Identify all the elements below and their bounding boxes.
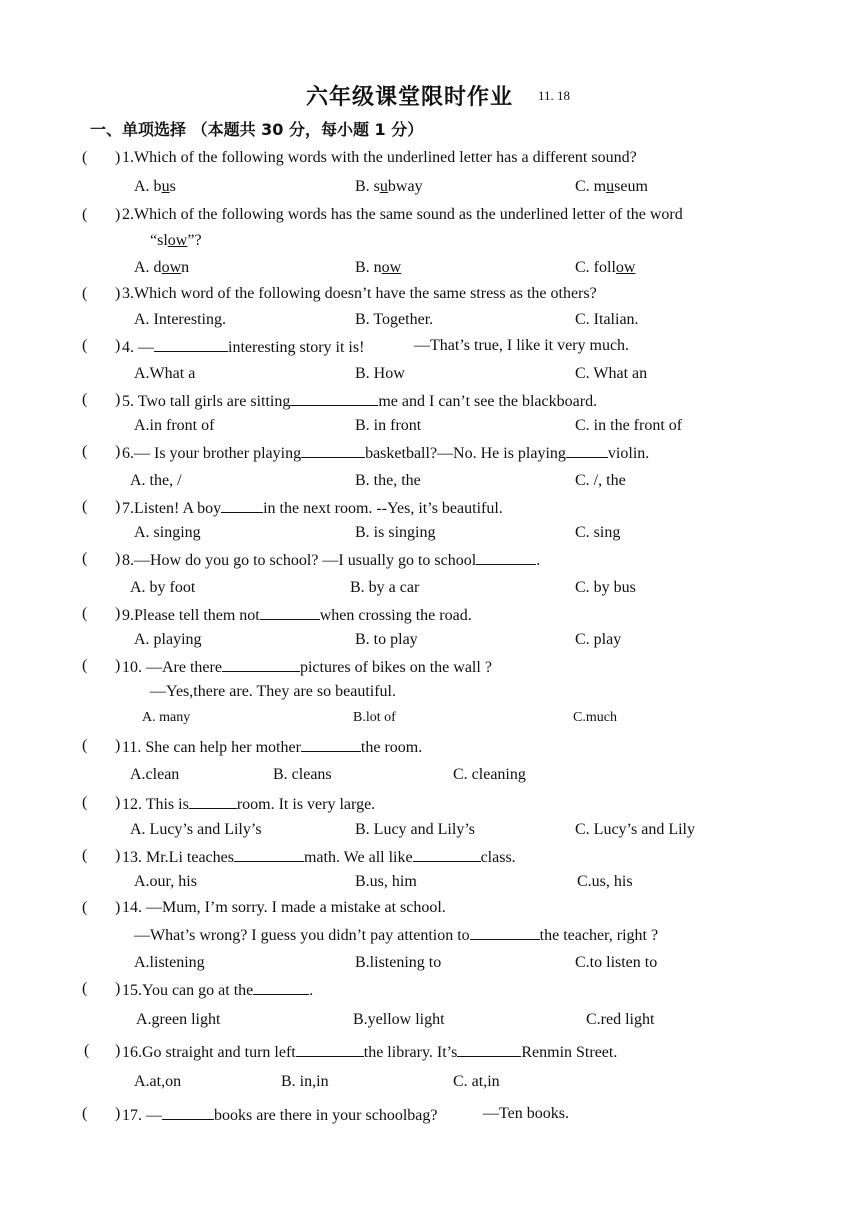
answer-paren-open: ( xyxy=(82,285,88,302)
question-4-reply: —That’s true, I like it very much. xyxy=(414,337,630,354)
answer-paren-close: ) xyxy=(115,980,121,997)
q6-option-a: A. the, / xyxy=(130,472,182,489)
question-2: 2.Which of the following words has the same sound as the underlined letter of the word xyxy=(122,206,683,223)
answer-paren-close: ) xyxy=(115,391,121,408)
q3-option-b: B. Together. xyxy=(355,311,434,328)
answer-paren-open: ( xyxy=(82,737,88,754)
question-5: 5. Two tall girls are sitting me and I can’t see the blackboard. xyxy=(122,393,598,410)
answer-paren-close: ) xyxy=(115,1042,121,1059)
answer-blank xyxy=(154,337,228,352)
question-3: 3.Which word of the following doesn’t have the same stress as the others? xyxy=(122,285,597,302)
question-14-reply: —What’s wrong? I guess you didn’t pay attention to the teacher, right ? xyxy=(134,927,659,944)
q10-option-a: A. many xyxy=(142,710,191,725)
page-date: 11. 18 xyxy=(538,88,571,103)
q4-option-c: C. What an xyxy=(575,365,648,382)
q15-option-a: A.green light xyxy=(136,1011,221,1028)
answer-paren-close: ) xyxy=(115,899,121,916)
answer-paren-open: ( xyxy=(82,605,88,622)
answer-blank xyxy=(470,925,540,940)
q1-option-c: C. museum xyxy=(575,178,648,195)
q1-option-a: A. bus xyxy=(134,178,176,195)
answer-blank xyxy=(301,737,361,752)
q6-option-b: B. the, the xyxy=(355,472,421,489)
question-7: 7.Listen! A boy in the next room. --Yes, it’s beautiful. xyxy=(122,500,503,517)
question-1: 1.Which of the following words with the underlined letter has a different sound? xyxy=(122,149,637,166)
answer-paren-close: ) xyxy=(115,498,121,515)
question-13: 13. Mr.Li teaches math. We all like class. xyxy=(122,849,516,866)
q5-option-b: B. in front xyxy=(355,417,422,434)
answer-paren-close: ) xyxy=(115,605,121,622)
q3-option-a: A. Interesting. xyxy=(134,311,226,328)
answer-paren-open: ( xyxy=(82,443,88,460)
q13-option-a: A.our, his xyxy=(134,873,197,890)
q5-option-a: A.in front of xyxy=(134,417,215,434)
answer-paren-open: ( xyxy=(82,206,88,223)
answer-paren-open: ( xyxy=(82,149,88,166)
q2-option-c: C. follow xyxy=(575,259,636,276)
answer-paren-open: ( xyxy=(82,657,88,674)
q12-option-a: A. Lucy’s and Lily’s xyxy=(130,821,262,838)
q6-option-c: C. /, the xyxy=(575,472,626,489)
answer-paren-open: ( xyxy=(82,391,88,408)
q16-option-b: B. in,in xyxy=(281,1073,329,1090)
question-17-reply: —Ten books. xyxy=(483,1105,569,1122)
answer-blank xyxy=(301,443,365,458)
question-17: 17. — books are there in your schoolbag? xyxy=(122,1107,438,1124)
q5-option-c: C. in the front of xyxy=(575,417,683,434)
q14-option-b: B.listening to xyxy=(355,954,442,971)
page-title: 六年级课堂限时作业 xyxy=(306,85,514,110)
answer-paren-close: ) xyxy=(115,206,121,223)
question-10: 10. —Are there pictures of bikes on the wall ? xyxy=(122,659,492,676)
answer-blank xyxy=(566,443,608,458)
question-6: 6.— Is your brother playing basketball?—No. He is playing violin. xyxy=(122,445,650,462)
answer-paren-open: ( xyxy=(82,498,88,515)
q16-option-c: C. at,in xyxy=(453,1073,500,1090)
q1-option-b: B. subway xyxy=(355,178,423,195)
q11-option-a: A.clean xyxy=(130,766,180,783)
q14-option-a: A.listening xyxy=(134,954,205,971)
q7-option-c: C. sing xyxy=(575,524,621,541)
answer-blank xyxy=(253,980,309,995)
answer-blank xyxy=(476,550,536,565)
q14-option-c: C.to listen to xyxy=(575,954,658,971)
q9-option-c: C. play xyxy=(575,631,622,648)
answer-paren-open: ( xyxy=(82,794,88,811)
answer-blank xyxy=(162,1105,214,1120)
q11-option-c: C. cleaning xyxy=(453,766,526,783)
q2-option-b: B. now xyxy=(355,259,402,276)
q12-option-c: C. Lucy’s and Lily xyxy=(575,821,695,838)
answer-blank xyxy=(413,847,481,862)
answer-paren-open: ( xyxy=(82,550,88,567)
q8-option-a: A. by foot xyxy=(130,579,196,596)
answer-paren-close: ) xyxy=(115,794,121,811)
answer-paren-close: ) xyxy=(115,285,121,302)
question-14: 14. —Mum, I’m sorry. I made a mistake at school. xyxy=(122,899,446,916)
q11-option-b: B. cleans xyxy=(273,766,332,783)
answer-paren-close: ) xyxy=(115,847,121,864)
answer-blank xyxy=(457,1042,521,1057)
answer-paren-close: ) xyxy=(115,737,121,754)
question-9: 9.Please tell them not when crossing the road. xyxy=(122,607,472,624)
q9-option-b: B. to play xyxy=(355,631,418,648)
answer-paren-close: ) xyxy=(115,657,121,674)
answer-paren-close: ) xyxy=(115,1105,121,1122)
q10-option-c: C.much xyxy=(573,710,617,725)
question-10-reply: —Yes,there are. They are so beautiful. xyxy=(150,683,396,700)
q2-option-a: A. down xyxy=(134,259,190,276)
q3-option-c: C. Italian. xyxy=(575,311,639,328)
q7-option-a: A. singing xyxy=(134,524,201,541)
answer-blank xyxy=(222,657,300,672)
q9-option-a: A. playing xyxy=(134,631,202,648)
answer-blank xyxy=(234,847,304,862)
answer-blank xyxy=(189,794,237,809)
answer-paren-open: ( xyxy=(82,847,88,864)
answer-paren-open: ( xyxy=(82,1105,88,1122)
answer-paren-open: ( xyxy=(82,337,88,354)
q12-option-b: B. Lucy and Lily’s xyxy=(355,821,475,838)
q13-option-b: B.us, him xyxy=(355,873,417,890)
q15-option-b: B.yellow light xyxy=(353,1011,445,1028)
q13-option-c: C.us, his xyxy=(577,873,633,890)
answer-paren-close: ) xyxy=(115,550,121,567)
q16-option-a: A.at,on xyxy=(134,1073,182,1090)
question-4: 4. — interesting story it is! xyxy=(122,339,365,356)
answer-paren-close: ) xyxy=(115,443,121,460)
answer-blank xyxy=(221,498,263,513)
answer-paren-open: ( xyxy=(82,980,88,997)
section-heading: 一、单项选择 （本题共 30 分，每小题 1 分） xyxy=(90,120,424,139)
q8-option-b: B. by a car xyxy=(350,579,420,596)
q7-option-b: B. is singing xyxy=(355,524,436,541)
answer-paren-open: ( xyxy=(82,899,88,916)
q4-option-a: A.What a xyxy=(134,365,196,382)
question-15: 15.You can go at the . xyxy=(122,982,314,999)
answer-paren-open: ( xyxy=(84,1042,90,1059)
q10-option-b: B.lot of xyxy=(353,710,396,725)
answer-paren-close: ) xyxy=(115,337,121,354)
answer-blank xyxy=(290,391,378,406)
answer-blank xyxy=(296,1042,364,1057)
question-8: 8.—How do you go to school? —I usually go to school . xyxy=(122,552,541,569)
question-2-word: “slow”? xyxy=(150,232,202,249)
answer-blank xyxy=(260,605,320,620)
q8-option-c: C. by bus xyxy=(575,579,636,596)
question-16: 16.Go straight and turn left the library. It’s Renmin Street. xyxy=(122,1044,618,1061)
answer-paren-close: ) xyxy=(115,149,121,166)
question-12: 12. This is room. It is very large. xyxy=(122,796,376,813)
question-11: 11. She can help her mother the room. xyxy=(122,739,423,756)
q4-option-b: B. How xyxy=(355,365,405,382)
q15-option-c: C.red light xyxy=(586,1011,655,1028)
